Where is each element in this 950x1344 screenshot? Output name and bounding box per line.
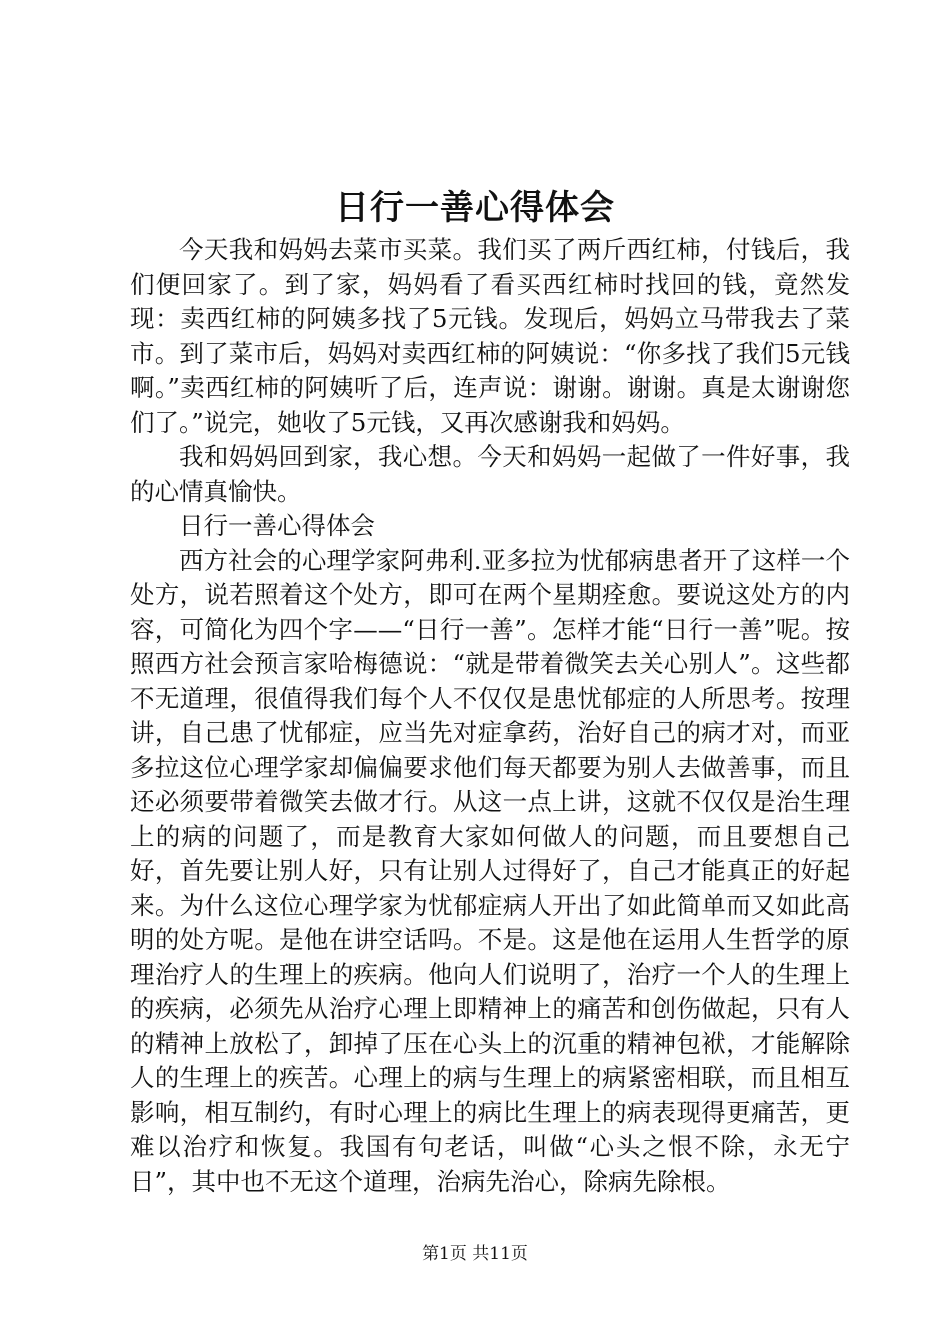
section-heading: 日行一善心得体会 xyxy=(179,511,375,540)
page-number-footer: 第1页 共11页 xyxy=(422,1244,528,1264)
document-title: 日行一善心得体会 xyxy=(335,188,615,228)
paragraph-1: 今天我和妈妈去菜市买菜。我们买了两斤西红柿，付钱后，我们便回家了。到了家，妈妈看了看买西红柿时找回的钱，竟然发现：卖西红柿的阿姨多找了5元钱。发现后，妈妈立马带我去了菜市。到了菜市后，妈妈对卖西红柿的阿姨说：“你多找了我们5元钱啊。”卖西红柿的阿姨听了后，连声说：谢谢。谢谢。真是太谢谢您们了。”说完，她收了5元钱，又再次感谢我和妈妈。 xyxy=(130,235,850,437)
paragraph-3: 西方社会的心理学家阿弗利.亚多拉为忧郁病患者开了这样一个处方，说若照着这个处方，即可在两个星期痊愈。要说这处方的内容，可简化为四个字——“日行一善”。怎样才能“日行一善”呢。按照西方社会预言家哈梅德说：“就是带着微笑去关心别人”。这些都不无道理，很值得我们每个人不仅仅是患忧郁症的人所思考。按理讲，自己患了忧郁症，应当先对症拿药，治好自己的病才对，而亚多拉这位心理学家却偏偏要求他们每天都要为别人去做善事，而且还必须要带着微笑去做才行。从这一点上讲，这就不仅仅是治生理上的病的问题了，而是教育大家如何做人的问题，而且要想自己好，首先要让别人好，只有让别人过得好了，自己才能真正的好起来。为什么这位心理学家为忧郁症病人开出了如此简单而又如此高明的处方呢。是他在讲空话吗。不是。这是他在运用人生哲学的原理治疗人的生理上的疾病。他向人们说明了，治疗一个人的生理上的疾病，必须先从治疗心理上即精神上的痛苦和创伤做起，只有人的精神上放松了，卸掉了压在心头上的沉重的精神包袱，才能解除人的生理上的疾苦。心理上的病与生理上的病紧密相联，而且相互影响，相互制约，有时心理上的病比生理上的病表现得更痛苦，更难以治疗和恢复。我国有句老话，叫做“心头之恨不除，永无宁日”，其中也不无这个道理，治病先治心，除病先除根。 xyxy=(130,545,850,1196)
paragraph-2: 我和妈妈回到家，我心想。今天和妈妈一起做了一件好事，我的心情真愉快。 xyxy=(130,442,850,506)
document-body xyxy=(130,233,850,1199)
